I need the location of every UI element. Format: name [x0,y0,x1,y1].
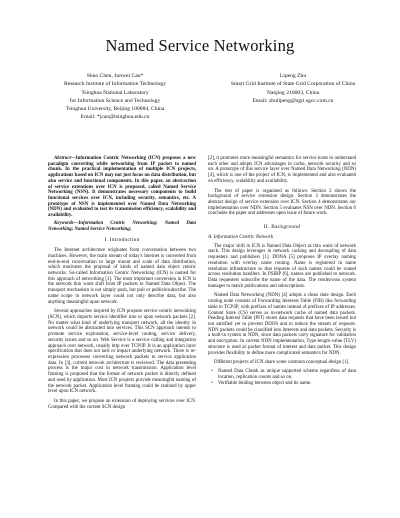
paragraph: [2], it promotes more meaningful semantics for service hosts to understand each other and adopts ICN advantages in cache, network security and so on. A prototype of this service layer over Named Data Networking (NDN) [4], which is one of the project of ICN, is implemented and also evaluated on efficiency, scalability and availability. [208,156,356,184]
section-heading-background: II. Background [263,224,301,231]
paragraph: In this paper, we propose an extension of deploying services over ICN. Compared with the current SCN design [48,399,196,410]
affiliation-line: Tsinghua National Laboratory [81,89,149,96]
paragraph: The Internet architecture originates from conversation between two machines. However, the main stream of today's Internet is converted from end-to-end conversation to large mount and scale of data distribution, which motivates the proposal of kinds of named data object centric networks. So-called Information Centric Networking (ICN) is named for this approach of networking [1]. The most important conversion in ICN is the network thin waist shift from IP packets to Named Data Object. The transport mechanism is not simply push, but pull or publish/subscribe. The name scope in network layer could not only describe data, but also anything meaningful upon network. [48,248,196,305]
affiliation-line: for Information Science and Technology [69,97,161,104]
affiliation-line: Smart Grid Institute of State Grid Corporation of China [230,81,356,88]
keywords-label: Keywords [54,220,74,226]
subsection-heading: A. Information Centric Network [208,233,274,240]
paragraph: The major shift in ICN is Named Data Object as thin waist of network stack. This design leverages in network caching and decoupling of data requesters and publishers [1]. DONA [5] proposes IP overlay naming resolution with overlay name routing. Name is registered in name resolution infrastructure so that requests of such names could be routed across resolution handlers. In PSIRP [6], names are published to network. Data requesters subscribe the name of the data. The rendezvous system manages to match publications and subscriptions. [208,243,356,289]
abstract-text: —Information Centric Networking (ICN) proposes a new paradigm converting while networking from IP packet to named chunk. In the practical implementation of multiple ICN projects, applications based on ICN may not just focus on data distribution, but also service and functional components. In this paper, an abstraction of service extensions over ICN is proposed, called Named Service Networking (NSN). It demonstrates necessary components to build functional services over ICN, including security, semantics, etc. A prototype of NSN is implemented over Named Data Networking (NDN) and evaluated to test its transmission efficiency, scalability and availability. [48,156,196,219]
author-block-right [208,72,378,105]
paragraph: The rest of paper is organized as follows: Section 2 shows the background of service extension design. Section 3 demonstrates the abstract design of service extension over ICN. Section 4 demonstrates our implementation over NDN. Section 5 evaluates NSN over NDN. Section 6 concludes the paper and addresses open issue of future work. [208,188,356,217]
author-block-left [30,72,200,122]
author-name-left: Shuo Chen, Junwei Cao* [86,73,144,79]
paragraph: Named Data Networking (NDN) [4] adopts a clean slate design. Each routing node consists of Forwarding Interests Table (FIB) like forwarding table in TCP/IP, with prefixes of names instead of prefixes of IP addresses. Content Store (CS) serves as in-network cache of named data packets. Pending Interest Table (PIT) stores data requests that have been issued but not satisfied yet to prevent DDOS and to reduce the stream of requests. NDN packets could be classified into interests and data packets. Security is a built-in system in NDN, since data packets carry signature for validation and encryption. In current NDN implementation, Type-length-value (TLV) structure is used as packet format of interest and data packet. This design provides flexibility to define more complicated semantics for NDN. [208,293,356,356]
list-item: • Verifiable binding between object and its name. [208,381,356,387]
author-email-right: Email: zhulipeng@sgri.sgcc.com.cn [252,97,334,104]
abstract-label: Abstract [54,156,71,161]
author-email-left: Email: *jcao@tsinghua.edu.cn [80,114,150,121]
affiliation-line: Tsinghua University, Beijing 100084, China [65,106,165,113]
right-column [208,156,356,388]
author-name-right: Lipeng Zhu [279,73,307,79]
affiliation-line: Nanjing 210003, China [266,89,320,96]
abstract [48,156,196,219]
paragraph: Several approaches inspired by ICN propose service centric networking (SCN), which imports service identifier into or upon network packets [2]. No matter what kind of underlying transport network, all the identity in network could be abstracted into services. This SCN approach intends to promote service exploration, service-level routing, service delivery, security issues and so on. Web Service is a service calling and integration approach over network, usually http over TCP/IP. It is an application layer specification that does not lack or impact underlying network. There is re-expression processes converting network packets to service application data. In [3], current network architecture is reviewed. The data presenting process is the major cost in network transmission. Application level framing is proposed that the format of network packet is directly defined and used by application. Most ICN projects provide meaningful naming of the network packet. Application level framing could be realized by upper level upon ICN network. [48,309,196,395]
paper-title: Named Service Networking [105,36,295,55]
paragraph: Different projects of ICN share some common conceptual design [1]. [214,360,350,366]
left-column [48,156,196,410]
list-item: • Named Data Chunk as unique supported scheme regardless of data location, replication counts and so on. [208,369,356,380]
affiliation-line: Research Institute of Information Technology [63,81,167,88]
keywords-text: —Information Centric Networking; Named Data Networking; Named Service Networking; [48,220,196,232]
keywords [48,221,196,232]
bullet-list [208,369,356,387]
section-heading-introduction: I. Introduction [104,237,140,244]
